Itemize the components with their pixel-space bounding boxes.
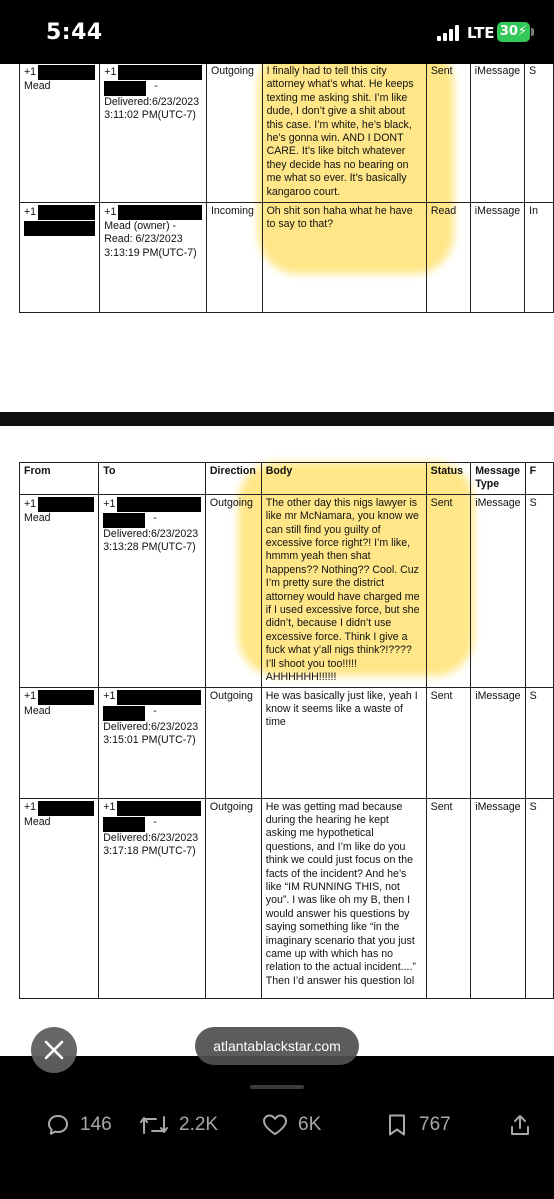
redaction-bar	[117, 801, 201, 816]
delivery-status: Delivered:6/23/2023 3:15:01 PM(UTC-7)	[103, 720, 199, 746]
header-type: Message Type	[471, 463, 525, 495]
redaction-bar	[118, 65, 202, 80]
redaction-bar	[38, 801, 94, 816]
cell-last: S	[525, 64, 554, 203]
status-bar	[0, 0, 554, 64]
redaction-bar	[38, 497, 94, 512]
cellular-signal-icon	[437, 25, 463, 41]
redaction-bar	[103, 817, 145, 832]
cell-body: I finally had to tell this city attorney what’s what. He keeps texting me asking shit. I’m like dude, I don’t give a shit about this case. I’m white, he’s black, he’s gonna win. AND I DONT CARE. It’s like bitch whatever they decide has no bearing on me what so ever. It’s basically kangaroo court.	[262, 64, 426, 203]
table-header-row	[20, 463, 554, 495]
cell-direction: Outgoing	[206, 64, 262, 203]
header-body: Body	[261, 463, 426, 495]
cell-body: He was getting mad because during the hearing he kept asking me hypothetical questions, and I’m like do you think we could just focus on the facts of the incident? And he’s like “IM RUNNING THIS, not you”. I was like oh my B, then I would answer his questions by saying something like “in the imaginary scenario that you just came up with which has no relation to the actual incident....” Then I’d answer his question lol	[261, 798, 426, 998]
cell-status: Read	[426, 203, 470, 313]
redaction-bar	[104, 81, 146, 96]
table-row	[20, 494, 554, 687]
cell-type: iMessage	[470, 64, 524, 203]
reply-icon	[46, 1113, 70, 1137]
cell-last: S	[525, 687, 553, 798]
battery-icon: 30⚡	[497, 22, 530, 42]
table-row	[20, 64, 554, 203]
bookmark-count: 767	[419, 1114, 451, 1135]
status-time: 5:44	[46, 20, 103, 45]
repost-button[interactable]	[139, 1112, 218, 1138]
document-page-1	[0, 64, 554, 412]
sheet-handle[interactable]	[250, 1085, 304, 1089]
source-link-chip[interactable]: atlantablackstar.com	[195, 1027, 359, 1065]
cell-status: Sent	[426, 687, 471, 798]
bookmark-icon	[385, 1113, 409, 1137]
cell-to: +1 Mead (owner) - Read: 6/23/2023 3:13:19 PM(UTC-7)	[100, 203, 207, 313]
delivery-status: Delivered:6/23/2023 3:17:18 PM(UTC-7)	[103, 831, 199, 857]
cell-direction: Outgoing	[205, 687, 261, 798]
table-row	[20, 203, 554, 313]
battery-level: 30	[499, 24, 518, 39]
delivery-status: Delivered:6/23/2023 3:13:28 PM(UTC-7)	[103, 527, 199, 554]
cell-type: iMessage	[471, 494, 525, 687]
cell-direction: Outgoing	[205, 798, 261, 998]
reply-count: 146	[80, 1114, 112, 1135]
cell-to: +1 - Delivered:6/23/2023 3:13:28 PM(UTC-7)	[99, 494, 206, 687]
header-direction: Direction	[205, 463, 261, 495]
cell-status: Sent	[426, 494, 471, 687]
cell-body: The other day this nigs lawyer is like mr McNamara, you know we can still find you guilty of excessive force right?! I’m like, hmmm yeah then shat happens?? Nothing?? Cool. Cuz I’m pretty sure the district attorney would have charged me if I used excessive force, but she didn’t, because I didn’t use excessive force. Think I give a fuck what y’all nigs think?!???? I’ll shoot you too!!!!! AHHHHHH!!!!!!	[261, 494, 426, 687]
redaction-bar	[103, 706, 145, 721]
cell-last: In	[525, 203, 554, 313]
delivery-status: Delivered:6/23/2023 3:11:02 PM(UTC-7)	[104, 96, 200, 122]
cell-direction: Outgoing	[205, 494, 261, 687]
bookmark-button[interactable]	[385, 1112, 451, 1138]
page-divider	[0, 412, 554, 426]
redaction-bar	[38, 205, 95, 220]
from-name: Mead	[24, 704, 51, 717]
cell-from: +1 Mead	[20, 494, 99, 687]
cell-status: Sent	[426, 798, 471, 998]
cell-type: iMessage	[471, 798, 525, 998]
table-row	[20, 687, 554, 798]
like-count: 6K	[298, 1114, 322, 1135]
cell-to: +1 - Delivered:6/23/2023 3:15:01 PM(UTC-7)	[99, 687, 206, 798]
redaction-bar	[117, 690, 201, 705]
cell-type: iMessage	[470, 203, 524, 313]
cell-from: +1 Mead	[20, 64, 100, 203]
redaction-bar	[103, 513, 145, 528]
close-button[interactable]	[31, 1027, 77, 1073]
from-name: Mead	[24, 80, 51, 92]
header-status: Status	[426, 463, 471, 495]
header-from: From	[20, 463, 99, 495]
redaction-bar	[38, 690, 94, 705]
cell-body: Oh shit son haha what he have to say to that?	[262, 203, 426, 313]
battery-tip	[531, 28, 534, 36]
cell-from: +1	[20, 203, 100, 313]
from-name: Mead	[24, 815, 51, 828]
from-name: Mead	[24, 511, 51, 524]
share-button[interactable]	[508, 1112, 542, 1138]
redaction-bar	[38, 65, 95, 80]
header-last: F	[525, 463, 553, 495]
cell-direction: Incoming	[206, 203, 262, 313]
table-row	[20, 798, 554, 998]
message-table	[19, 462, 554, 999]
cell-to: +1 - Delivered:6/23/2023 3:11:02 PM(UTC-7)	[100, 64, 207, 203]
cell-last: S	[525, 798, 553, 998]
like-button[interactable]	[262, 1112, 321, 1138]
document-page-2	[0, 426, 554, 1056]
cell-last: S	[525, 494, 553, 687]
redaction-bar	[118, 205, 202, 220]
network-type: LTE	[467, 24, 495, 42]
cell-from: +1 Mead	[20, 687, 99, 798]
read-status: Mead (owner) - Read: 6/23/2023 3:13:19 PM(UTC-7)	[104, 220, 197, 259]
cell-status: Sent	[426, 64, 470, 203]
redaction-bar	[117, 497, 201, 512]
cell-type: iMessage	[471, 687, 525, 798]
repost-count: 2.2K	[179, 1114, 219, 1135]
heart-icon	[262, 1113, 288, 1137]
close-icon	[44, 1040, 64, 1060]
reply-button[interactable]	[46, 1112, 112, 1138]
header-to: To	[99, 463, 206, 495]
cell-from: +1 Mead	[20, 798, 99, 998]
repost-icon	[139, 1113, 169, 1137]
share-icon	[508, 1113, 532, 1137]
message-table	[19, 64, 554, 313]
cell-to: +1 - Delivered:6/23/2023 3:17:18 PM(UTC-7)	[99, 798, 206, 998]
cell-body: He was basically just like, yeah I know it seems like a waste of time	[261, 687, 426, 798]
redaction-bar	[24, 221, 95, 236]
